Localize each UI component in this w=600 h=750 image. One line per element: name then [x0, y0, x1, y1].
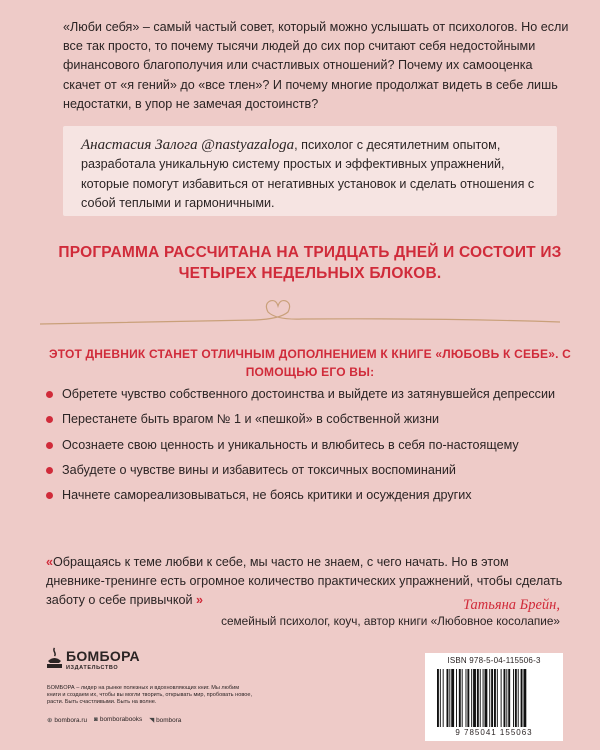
barcode-icon — [437, 669, 551, 727]
benefits-list — [46, 386, 566, 512]
telegram-link-text: bombora — [156, 717, 182, 724]
author-box — [63, 126, 557, 216]
bombora-logo-icon — [46, 647, 63, 669]
author-description: , психолог с десятилетним опытом, разработала уникальную систему простых и эффективных упражнений, которые помогут избавиться от негативных установок и сделать отношения с собой теплыми и гармоничными. — [81, 138, 535, 211]
quote-author-role: семейный психолог, коуч, автор книги «Любовное косолапие» — [221, 614, 560, 628]
website-link[interactable] — [47, 716, 87, 724]
bullet-dot — [46, 492, 53, 499]
list-item — [46, 437, 566, 454]
benefit-text: Забудете о чувстве вины и избавитесь от токсичных воспоминаний — [62, 462, 456, 477]
list-item — [46, 462, 566, 479]
telegram-link[interactable] — [149, 716, 181, 724]
vk-icon: ◙ — [94, 716, 98, 723]
list-item — [46, 411, 566, 428]
telegram-icon: ◥ — [149, 717, 155, 724]
benefit-text: Осознаете свою ценность и уникальность и влюбитесь в себя по-настоящему — [62, 437, 519, 452]
globe-icon: ⊕ — [47, 717, 53, 724]
list-item — [46, 487, 566, 504]
diary-heading: ЭТОТ ДНЕВНИК СТАНЕТ ОТЛИЧНЫМ ДОПОЛНЕНИЕМ К КНИГЕ «ЛЮБОВЬ К СЕБЕ». С ПОМОЩЬЮ ЕГО ВЫ: — [48, 347, 572, 379]
bullet-dot — [46, 467, 53, 474]
list-item — [46, 386, 566, 403]
bullet-dot — [46, 391, 53, 398]
vk-link[interactable] — [94, 716, 142, 724]
website-link-text: bombora.ru — [54, 717, 88, 724]
author-name: Анастасия Залога — [81, 137, 198, 153]
bullet-dot — [46, 416, 53, 423]
quote-author: Татьяна Брейн, — [463, 597, 560, 613]
author-text — [81, 136, 551, 214]
publisher-name: БОМБОРА — [66, 648, 140, 664]
quote-text: Обращаясь к теме любви к себе, мы часто не знаем, с чего начать. Но в этом дневнике-тренинге есть огромное количество практических упражнений, чтобы сделать заботу о себе привычкой — [46, 555, 563, 607]
intro-paragraph: «Люби себя» – самый частый совет, который можно услышать от психологов. Но если все так просто, то почему тысячи людей до сих пор считают себя недостойными финансового благополучия или счастливых отношений? Почему их самооценка скачет от «я гений» до «все тлен»? И почему многие продолжат видеть в себе лишь недостатки, в упор не замечая достоинств? — [63, 20, 569, 111]
barcode-number: 9 785041 155063 — [455, 728, 533, 737]
barcode-box — [425, 653, 563, 741]
bullet-dot — [46, 442, 53, 449]
quote-close-mark: » — [196, 593, 204, 607]
program-heading: ПРОГРАММА РАССЧИТАНА НА ТРИДЦАТЬ ДНЕЙ И СОСТОИТ ИЗ ЧЕТЫРЕХ НЕДЕЛЬНЫХ БЛОКОВ. — [58, 244, 562, 282]
benefit-text: Обретете чувство собственного достоинства и выйдете из затянувшейся депрессии — [62, 387, 556, 401]
benefit-text: Начнете самореализовываться, не боясь критики и осуждения других — [62, 488, 472, 503]
publisher-blurb: БОМБОРА – лидер на рынке полезных и вдохновляющих книг. Мы любим книги и создаем их, чтобы вы могли творить, открывать мир, пробовать новое, расти. Быть счастливыми. Быть на волне. — [47, 685, 253, 705]
publisher-subtitle: ИЗДАТЕЛЬСТВО — [66, 665, 119, 671]
vk-link-text: bomborabooks — [99, 716, 143, 723]
heart-divider — [40, 292, 560, 332]
author-handle: @nastyazaloga — [201, 137, 295, 153]
quote-open-mark: « — [46, 555, 54, 569]
publisher-links — [47, 716, 181, 724]
benefit-text: Перестанете быть врагом № 1 и «пешкой» в собственной жизни — [62, 412, 440, 427]
isbn-text: ISBN 978-5-04-115506-3 — [447, 656, 541, 665]
